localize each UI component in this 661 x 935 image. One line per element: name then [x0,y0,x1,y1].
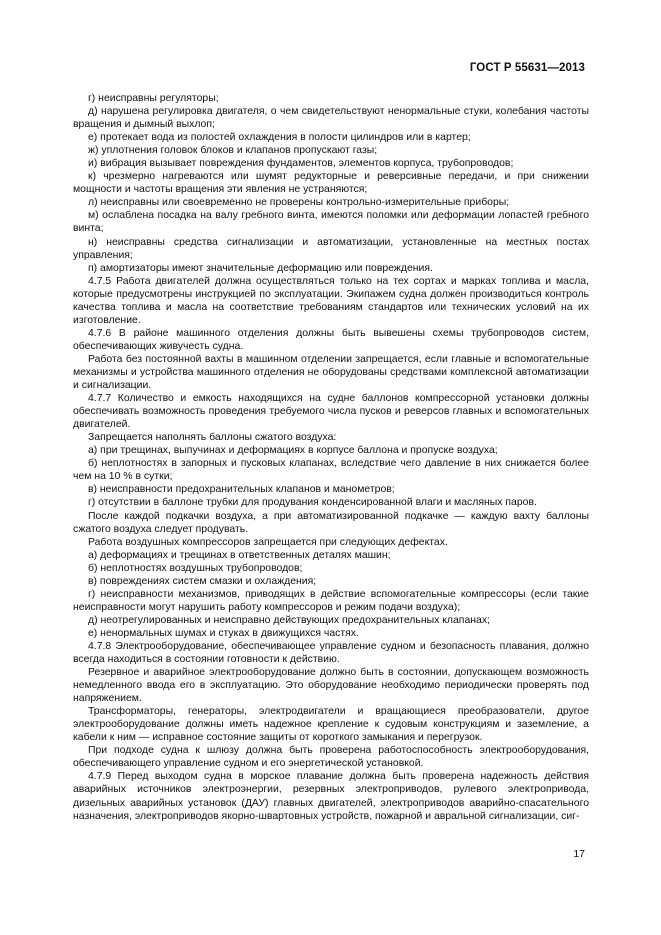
paragraph: 4.7.6 В районе машинного отделения должны быть вывешены схемы трубопроводов систем, обеспечивающих живучесть судна. [73,327,589,352]
paragraph: а) при трещинах, выпучинах и деформациях в корпусе баллона и пропуске воздуха; [88,445,498,457]
document-body [73,92,589,823]
paragraph: г) неисправны регуляторы; [88,93,219,104]
paragraph: н) неисправны средства сигнализации и автоматизации, установленные на местных постах управления; [73,236,589,261]
paragraph: Резервное и аварийное электрооборудование должно быть в состоянии, допускающем возможность немедленного ввода его в эксплуатацию. Это оборудование необходимо периодически проверять под напряжением. [73,667,589,705]
paragraph: Запрещается наполнять баллоны сжатого воздуха: [88,432,337,444]
paragraph: При подходе судна к шлюзу должна быть проверена работоспособность электрооборудования, обеспечивающего управление судном и его энергетической установкой. [73,745,589,770]
paragraph: л) неисправны или своевременно не проверены контрольно-измерительные приборы; [88,197,510,209]
paragraph: б) неплотностях воздушных трубопроводов; [88,562,303,574]
paragraph: б) неплотностях в запорных и пусковых клапанах, вследствие чего давление в них снижается более чем на 10 % в сутки; [73,458,589,483]
paragraph: п) амортизаторы имеют значительные деформацию или повреждения. [88,262,433,274]
paragraph: в) неисправности предохранительных клапанов и манометров; [88,484,395,496]
paragraph: 4.7.5 Работа двигателей должна осуществляться только на тех сортах и марках топлива и масла, которые предусмотрены инструкцией по эксплуатации. Экипажем судна должен производиться контроль качества топлива и масла на соответствие требованиям стандартов или технических условий на их изготовление. [73,275,589,326]
paragraph: 4.7.8 Электрооборудование, обеспечивающее управление судном и безопасность плавания, должно всегда находиться в состоянии готовности к действию. [73,640,589,666]
paragraph: Трансформаторы, генераторы, электродвигатели и вращающиеся преобразователи, другое электрооборудование должны иметь надежное крепление к судовым конструкциям и заземление, а кабели к ним — исправное состояние защиты от короткого замыкания и перегрузок. [73,706,589,744]
paragraph: г) неисправности механизмов, приводящих в действие вспомогательные компрессоры (если такие неисправности могут нарушить работу компрессоров и режим подачи воздуха); [73,588,589,613]
paragraph: и) вибрация вызывает повреждения фундаментов, элементов корпуса, трубопроводов; [88,158,514,170]
paragraph: м) ослаблена посадка на валу гребного винта, имеются поломки или деформации лопастей гребного винта; [73,210,589,235]
paragraph: к) чрезмерно нагреваются или шумят редукторные и реверсивные передачи, и при снижении мощности и частоты вращения эти явления не устраняются; [73,171,589,196]
paragraph: е) протекает вода из полостей охлаждения в полости цилиндров или в картер; [88,132,471,144]
document-header: ГОСТ Р 55631—2013 [469,62,585,74]
paragraph: е) ненормальных шумах и стуках в движущихся частях. [88,627,359,639]
paragraph: г) отсутствии в баллоне трубки для продувания конденсированной влаги и масляных паров. [88,497,537,509]
paragraph: 4.7.9 Перед выходом судна в морское плавание должна быть проверена надежность действия аварийных источников электроэнергии, резервных электроприводов, рулевого электропривода, дизельных аварийных установок (ДАУ) главных двигателей, электроприводов аварийно-спасательного назначения, электроприводов якорно-швартовных устройств, пожарной и авральной сигнализации, сиг- [73,771,589,822]
paragraph: а) деформациях и трещинах в ответственных деталях машин; [88,549,391,561]
paragraph: Работа без постоянной вахты в машинном отделении запрещается, если главные и вспомогательные механизмы и устройства машинного отделения не оборудованы средствами комплексной автоматизации и сигнализации. [73,353,589,392]
page-number: 17 [573,848,585,860]
paragraph: в) повреждениях систем смазки и охлаждения; [88,575,317,587]
paragraph: Работа воздушных компрессоров запрещается при следующих дефектах. [88,536,448,548]
paragraph: д) неотрегулированных и неисправно действующих предохранительных клапанах; [88,614,490,626]
paragraph: д) нарушена регулировка двигателя, о чем свидетельствуют ненормальные стуки, колебания частоты вращения и дымный выхлоп; [73,106,589,131]
paragraph: 4.7.7 Количество и емкость находящихся на судне баллонов компрессорной установки должны обеспечивать возможность проведения требуемого числа пусков и реверсов главных и вспомогательных двигателей. [73,393,589,431]
paragraph: После каждой подкачки воздуха, а при автоматизированной подкачке — каждую вахту баллоны сжатого воздуха следует продувать. [73,510,589,535]
paragraph: ж) уплотнения головок блоков и клапанов пропускают газы; [88,145,378,157]
